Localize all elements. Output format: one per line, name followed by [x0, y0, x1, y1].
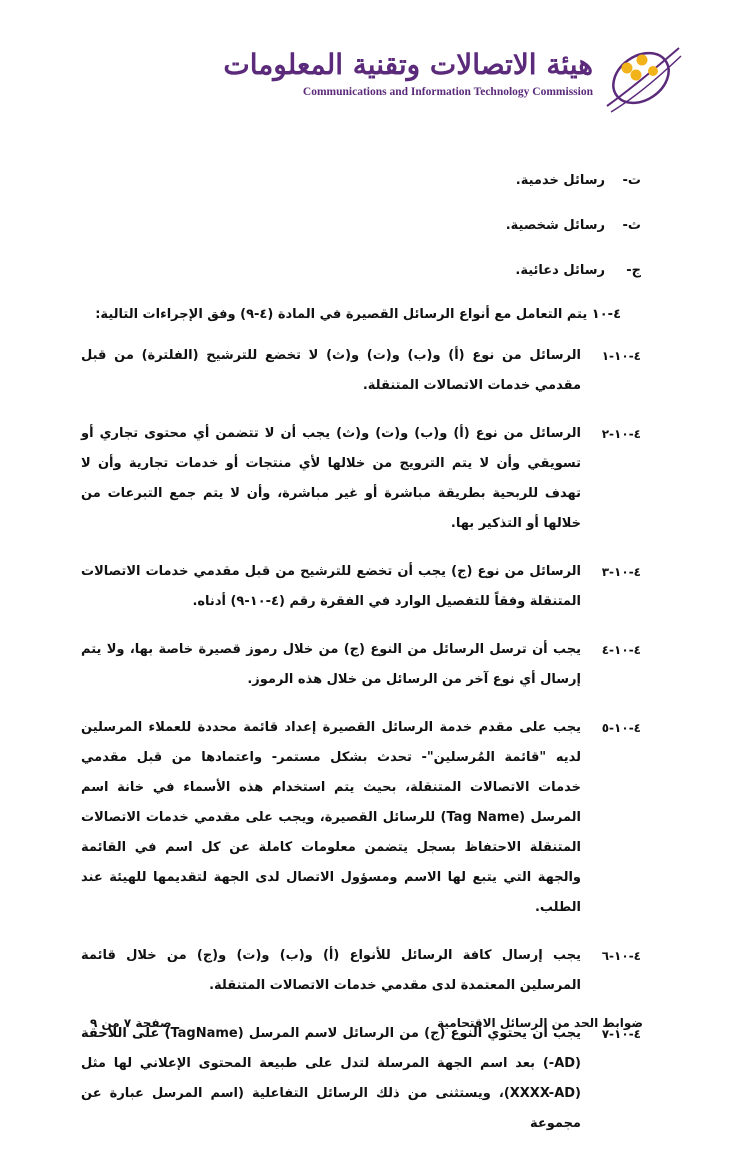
footer-doc-title: ضوابط الحد من الرسائل الاقتحامية — [437, 1016, 643, 1030]
page-number: صفحة ٧ من ٩ — [90, 1016, 172, 1030]
clause-number: ٤-١٠-٣ — [601, 565, 641, 579]
clause-text: الرسائل من نوع (ج) يجب أن تخضع للترشيح من قبل مقدمي خدمات الاتصالات المتنقلة وفقاً للتفصيل الوارد في الفقرة رقم (٤-١٠-٩) أدناه. — [81, 564, 581, 609]
clause-text: يجب أن يحتوي النوع (ج) من الرسائل لاسم المرسل (TagName) على اللاحقة (AD-) بعد اسم الجهة المرسلة لتدل على طبيعة المحتوى الإعلاني لها مثل (XXXX-AD)، ويستثنى من ذلك الرسائل التفاعلية (اسم المرسل عبارة عن مجموعة — [81, 1026, 581, 1131]
list-item — [81, 217, 641, 262]
clause — [81, 941, 641, 1001]
list-item — [81, 262, 641, 307]
header — [223, 40, 683, 120]
clause-number: ٤-١٠-٤ — [601, 643, 641, 657]
section-intro: ٤-١٠ يتم التعامل مع أنواع الرسائل القصيرة في المادة (٤-٩) وفق الإجراءات التالية: — [95, 307, 621, 322]
org-name-en: Communications and Information Technology Commission — [302, 86, 593, 98]
clause — [81, 419, 641, 539]
clause-text: يجب أن ترسل الرسائل من النوع (ج) من خلال رموز قصيرة خاصة بها، ولا يتم إرسال أي نوع آخر من الرسائل من خلال هذه الرموز. — [81, 642, 581, 687]
clause-number: ٤-١٠-٥ — [601, 721, 641, 735]
list-item — [81, 172, 641, 217]
list-letter: ج- — [626, 263, 641, 278]
clause — [81, 635, 641, 695]
clause — [81, 713, 641, 923]
page-footer — [90, 1016, 643, 1038]
list-letter: ت- — [622, 173, 641, 188]
clause — [81, 557, 641, 617]
list-text: رسائل خدمية. — [515, 173, 605, 188]
clause-number: ٤-١٠-١ — [601, 349, 641, 363]
clause — [81, 341, 641, 401]
clause-number: ٤-١٠-٦ — [601, 949, 641, 963]
document-body — [81, 172, 641, 1157]
list-letter: ث- — [622, 218, 641, 233]
org-name-ar: هيئة الاتصالات وتقنية المعلومات — [223, 48, 593, 81]
clause-text: الرسائل من نوع (أ) و(ب) و(ت) و(ث) يجب أن لا تتضمن أي محتوى تجاري أو تسويقي وأن لا يتم الترويج من خلالها لأي منتجات أو خدمات تجارية وأن لا تهدف للربحية بطريقة مباشرة أو غير مباشرة، وأن لا يتم جمع التبرعات من خلالها أو التذكير بها. — [81, 426, 581, 531]
clause-number: ٤-١٠-٧ — [601, 1027, 641, 1041]
citc-logo-icon — [601, 42, 683, 114]
clause-text: يجب إرسال كافة الرسائل للأنواع (أ) و(ب) و(ت) و(ج) من خلال قائمة المرسلين المعتمدة لدى مقدمي خدمات الاتصالات المتنقلة. — [81, 948, 581, 993]
clause-number: ٤-١٠-٢ — [601, 427, 641, 441]
list-text: رسائل دعائية. — [515, 263, 605, 278]
clause-text: يجب على مقدم خدمة الرسائل القصيرة إعداد قائمة محددة للعملاء المرسلين لديه "قائمة المُرسلين"- تحدث بشكل مستمر- واعتمادها من قبل مقدمي خدمات الاتصالات المتنقلة، بحيث يتم استخدام هذه الأسماء في خانة اسم المرسل (Tag Name) للرسائل القصيرة، ويجب على مقدمي خدمات الاتصالات المتنقلة الاحتفاظ بسجل يتضمن معلومات كاملة عن كل اسم في القائمة والجهة التي يتبع لها الاسم ومسؤول الاتصال لدى الجهة لتقديمها للهيئة عند الطلب. — [81, 720, 582, 915]
clause-text: الرسائل من نوع (أ) و(ب) و(ت) و(ث) لا تخضع للترشيح (الفلترة) من قبل مقدمي خدمات الاتصالات المتنقلة. — [81, 348, 581, 393]
list-text: رسائل شخصية. — [505, 218, 605, 233]
